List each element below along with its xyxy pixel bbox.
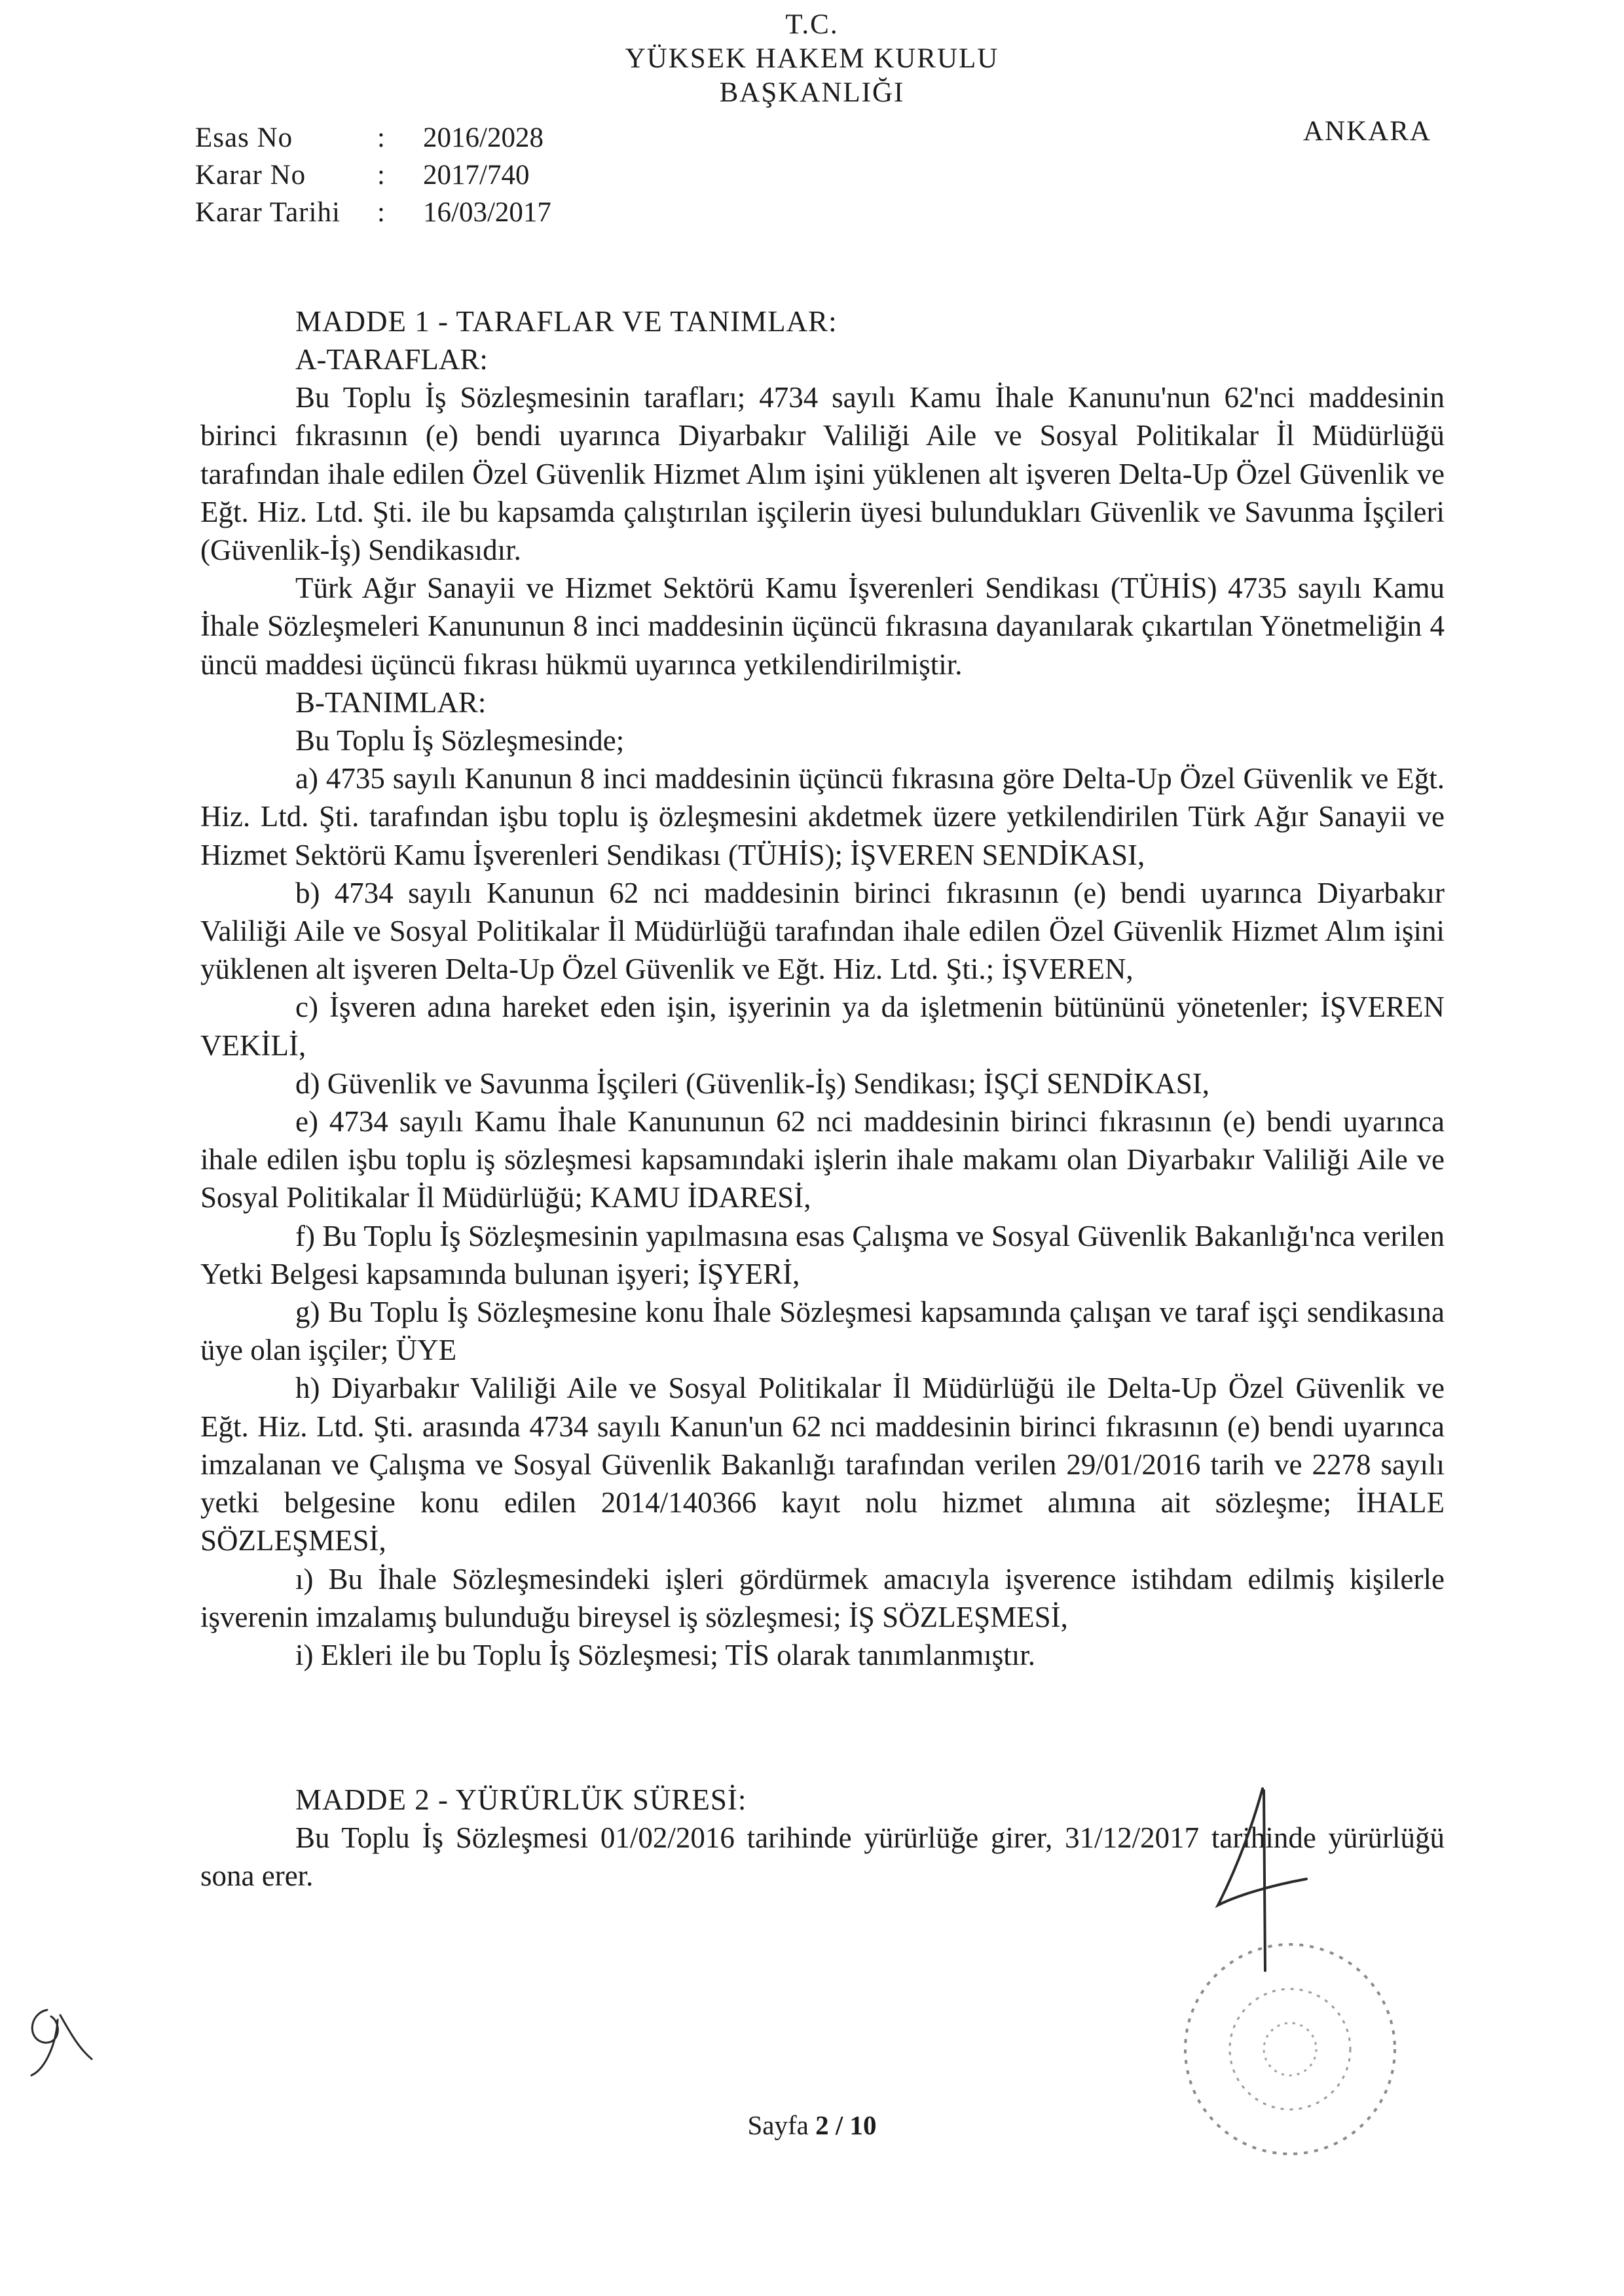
definition-item-dotless-i: ı) Bu İhale Sözleşmesindeki işleri gördürmek amacıyla işverence istihdam edilmiş kişilerle işverenin imzalamış bulunduğu bireysel iş sözleşmesi; İŞ SÖZLEŞMESİ, <box>200 1562 1445 1633</box>
page-number <box>0 2109 1624 2141</box>
meta-row-karar-tarihi <box>195 194 551 231</box>
parties-paragraph: Bu Toplu İş Sözleşmesinin tarafları; 4734 sayılı Kamu İhale Kanunu'nun 62'nci maddesinin birinci fıkrasının (e) bendi uyarınca Diyarbakır Valiliği Aile ve Sosyal Politikalar İl Müdürlüğü tarafından ihale edilen Özel Güvenlik Hizmet Alım işini yüklenen alt işveren Delta-Up Özel Güvenlik ve Eğt. Hiz. Ltd. Şti. ile bu kapsamda çalıştırılan işçilerin üyesi bulundukları Güvenlik ve Savunma İşçileri (Güvenlik-İş) Sendikasıdır. <box>200 381 1445 567</box>
section-a-heading: A-TARAFLAR: <box>295 343 488 376</box>
meta-label: Esas No <box>195 122 293 153</box>
meta-row-karar <box>195 156 551 194</box>
article-1-title: MADDE 1 - TARAFLAR VE TANIMLAR: <box>295 305 838 338</box>
meta-value: 2017/740 <box>423 160 530 191</box>
definitions-intro: Bu Toplu İş Sözleşmesinde; <box>295 724 625 757</box>
margin-handwriting-mark <box>20 1997 98 2082</box>
article-1 <box>200 302 1445 1674</box>
definition-item-e: e) 4734 sayılı Kamu İhale Kanununun 62 nci maddesinin birinci fıkrasının (e) bendi uyarınca ihale edilen işbu toplu iş sözleşmesi kapsamındaki işlerin ihale makamı olan Diyarbakır Valiliği Aile ve Sosyal Politikalar İl Müdürlüğü; KAMU İDARESİ, <box>200 1105 1445 1214</box>
definition-item-b: b) 4734 sayılı Kanunun 62 nci maddesinin birinci fıkrasının (e) bendi uyarınca Diyarbakır Valiliği Aile ve Sosyal Politikalar İl Müdürlüğü tarafından ihale edilen Özel Güvenlik Hizmet Alım işini yüklenen alt işveren Delta-Up Özel Güvenlik ve Eğt. Hiz. Ltd. Şti.; İŞVEREN, <box>200 876 1445 986</box>
meta-colon: : <box>377 122 385 153</box>
definition-item-h: h) Diyarbakır Valiliği Aile ve Sosyal Politikalar İl Müdürlüğü ile Delta-Up Özel Güvenlik ve Eğt. Hiz. Ltd. Şti. arasında 4734 sayılı Kanun'un 62 nci maddesinin birinci fıkrasının (e) bendi uyarınca imzalanan ve Çalışma ve Sosyal Güvenlik Bakanlığı tarafından verilen 29/01/2016 tarih ve 2278 sayılı yetki belgesine konu edilen 2014/140366 kayıt nolu hizmet alımına ait sözleşme; İHALE SÖZLEŞMESİ, <box>200 1372 1445 1558</box>
header-institution: YÜKSEK HAKEM KURULU <box>625 43 999 74</box>
meta-colon: : <box>377 160 385 191</box>
definition-item-i: i) Ekleri ile bu Toplu İş Sözleşmesi; TİS olarak tanımlanmıştır. <box>295 1638 1036 1671</box>
page-prefix: Sayfa <box>747 2110 816 2140</box>
article-2-title: MADDE 2 - YÜRÜRLÜK SÜRESİ: <box>295 1783 747 1816</box>
page-count: 2 / 10 <box>815 2110 877 2140</box>
definition-item-c: c) İşveren adına hareket eden işin, işyerinin ya da işletmenin bütününü yönetenler; İŞVEREN VEKİLİ, <box>200 991 1445 1062</box>
meta-label: Karar Tarihi <box>195 197 341 228</box>
meta-value: 2016/2028 <box>423 122 544 153</box>
city-label: ANKARA <box>1303 116 1431 147</box>
meta-colon: : <box>377 197 385 228</box>
meta-row-esas <box>195 119 551 156</box>
definition-item-f: f) Bu Toplu İş Sözleşmesinin yapılmasına esas Çalışma ve Sosyal Güvenlik Bakanlığı'nca verilen Yetki Belgesi kapsamında bulunan işyeri; İŞYERİ, <box>200 1219 1445 1290</box>
header-tc: T.C. <box>785 9 839 40</box>
section-b-heading: B-TANIMLAR: <box>295 685 487 719</box>
definition-item-g: g) Bu Toplu İş Sözleşmesine konu İhale Sözleşmesi kapsamında çalışan ve taraf işçi sendikasına üye olan işçiler; ÜYE <box>200 1296 1445 1367</box>
definition-item-a: a) 4735 sayılı Kanunun 8 inci maddesinin üçüncü fıkrasına göre Delta-Up Özel Güvenlik ve Eğt. Hiz. Ltd. Şti. tarafından işbu toplu iş özleşmesini akdetmek üzere yetkilendirilen Türk Ağır Sanayii ve Hizmet Sektörü Kamu İşverenleri Sendikası (TÜHİS); İŞVEREN SENDİKASI, <box>200 762 1445 871</box>
meta-label: Karar No <box>195 160 306 191</box>
case-metadata <box>195 119 551 231</box>
header-presidency: BAŞKANLIĞI <box>719 77 905 108</box>
definition-item-d: d) Güvenlik ve Savunma İşçileri (Güvenlik-İş) Sendikası; İŞÇİ SENDİKASI, <box>295 1066 1210 1100</box>
effective-period-paragraph: Bu Toplu İş Sözleşmesi 01/02/2016 tarihinde yürürlüğe girer, 31/12/2017 tarihinde yürürlüğü sona erer. <box>200 1821 1445 1893</box>
authorization-paragraph: Türk Ağır Sanayii ve Hizmet Sektörü Kamu İşverenleri Sendikası (TÜHİS) 4735 sayılı Kamu İhale Sözleşmeleri Kanununun 8 inci maddesinin üçüncü fıkrasına dayanılarak çıkartılan Yönetmeliğin 4 üncü maddesi üçüncü fıkrası hükmü uyarınca yetkilendirilmiştir. <box>200 572 1445 681</box>
meta-value: 16/03/2017 <box>423 197 551 228</box>
